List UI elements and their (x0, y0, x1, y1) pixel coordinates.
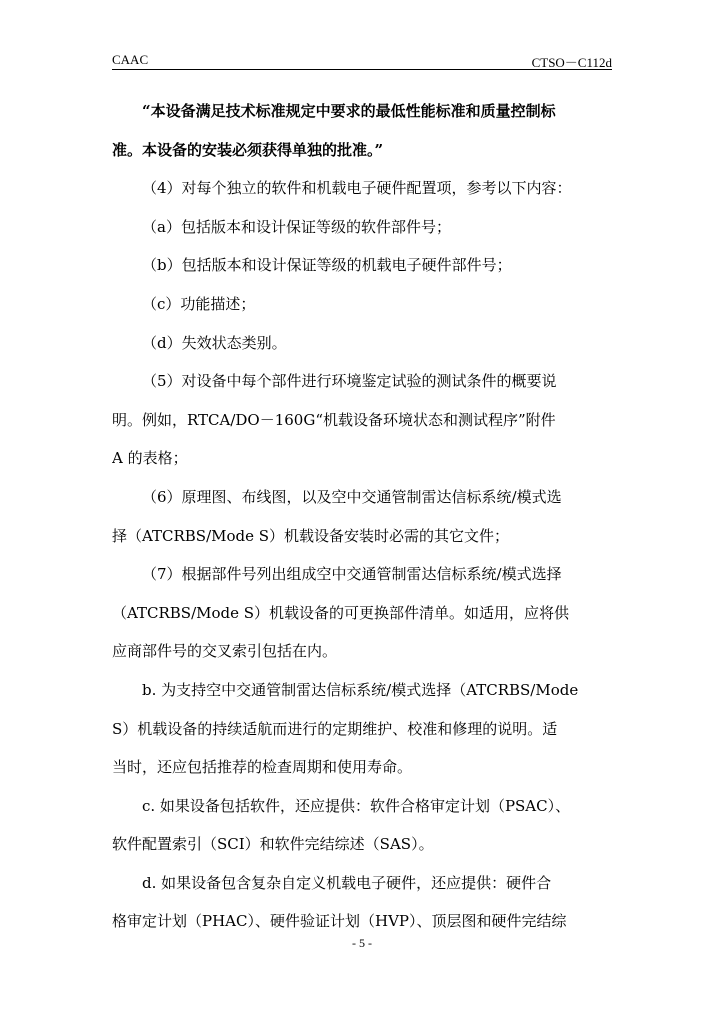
text-line: 择（ATCRBS/Mode S）机载设备安装时必需的其它文件； (112, 526, 510, 545)
header-org: CAAC (112, 52, 149, 67)
text-line: A 的表格； (112, 449, 188, 468)
text-line: c. 如果设备包括软件，还应提供：软件合格审定计划（PSAC）、 (142, 796, 571, 815)
text-line: （b）包括版本和设计保证等级的机载电子硬件部件号； (142, 256, 512, 275)
text-line: d. 如果设备包含复杂自定义机载电子硬件，还应提供：硬件合 (142, 873, 552, 892)
text-line: “本设备满足技术标准规定中要求的最低性能标准和质量控制标 (142, 102, 556, 120)
text-line: 当时，还应包括推荐的检查周期和使用寿命。 (112, 758, 413, 777)
text-line: （4）对每个独立的软件和机载电子硬件配置项，参考以下内容： (142, 179, 572, 198)
text-line: 格审定计划（PHAC）、硬件验证计划（HVP）、顶层图和硬件完结综 (112, 912, 567, 931)
text-line: 应商部件号的交叉索引包括在内。 (112, 642, 338, 661)
text-line: 准。本设备的安装必须获得单独的批准。” (112, 140, 384, 159)
text-line: 明。例如，RTCA/DO－160G“机载设备环境状态和测试程序”附件 (112, 410, 556, 429)
document-body (112, 92, 612, 941)
text-line: （d）失效状态类别。 (142, 333, 287, 352)
text-line: （a）包括版本和设计保证等级的软件部件号； (142, 217, 451, 236)
header-rule (112, 69, 612, 70)
text-line: （6）原理图、布线图，以及空中交通管制雷达信标系统/模式选 (142, 487, 562, 506)
page-header (112, 50, 612, 70)
text-line: （ATCRBS/Mode S）机载设备的可更换部件清单。如适用，应将供 (112, 603, 570, 622)
text-line: （5）对设备中每个部件进行环境鉴定试验的测试条件的概要说 (142, 372, 557, 391)
text-line: b. 为支持空中交通管制雷达信标系统/模式选择（ATCRBS/Mode (142, 680, 579, 699)
text-line: 软件配置索引（SCI）和软件完结综述（SAS）。 (112, 835, 434, 854)
page-number: - 5 - (352, 936, 372, 950)
header-doc-id: CTSO－C112d (531, 55, 612, 70)
text-line: S）机载设备的持续适航而进行的定期维护、校准和修理的说明。适 (112, 719, 558, 738)
text-line: （c）功能描述； (142, 294, 256, 313)
text-line: （7）根据部件号列出组成空中交通管制雷达信标系统/模式选择 (142, 565, 562, 584)
